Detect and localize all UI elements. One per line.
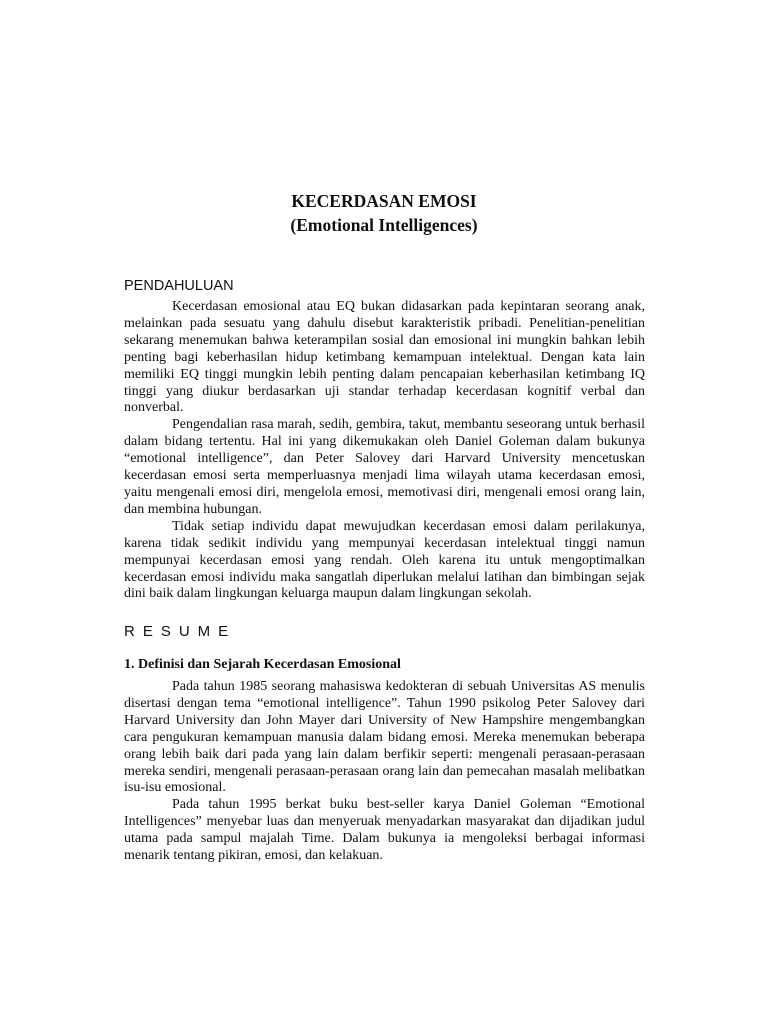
section-body-pendahuluan [124, 299, 645, 603]
paragraph: Tidak setiap individu dapat mewujudkan kecerdasan emosi dalam perilakunya, karena tidak sedikit individu yang mempunyai kecerdasan intelektual tinggi namun mempunyai kecerdasan emosi yang rendah. Oleh karena itu untuk mengoptimalkan kecerdasan emosi individu maka sangatlah diperlukan melalui latihan dan bimbingan sejak dini baik dalam lingkungan keluarga maupun dalam lingkungan sekolah. [124, 518, 645, 602]
paragraph: Pengendalian rasa marah, sedih, gembira, takut, membantu seseorang untuk berhasil dalam bidang tertentu. Hal ini yang dikemukakan oleh Daniel Goleman dalam bukunya “emotional intelligence”, dan Peter Salovey dari Harvard University mencetuskan kecerdasan emosi serta memperluasnya menjadi lima wilayah utama kecerdasan emosi, yaitu mengenali emosi diri, mengelola emosi, memotivasi diri, mengenali emosi orang lain, dan membina hubungan. [124, 417, 645, 517]
subsection-heading: 1. Definisi dan Sejarah Kecerdasan Emosional [124, 657, 401, 672]
paragraph: Kecerdasan emosional atau EQ bukan didasarkan pada kepintaran seorang anak, melainkan pada sesuatu yang dahulu disebut karakteristik pribadi. Penelitian-penelitian sekarang menemukan bahwa keterampilan sosial dan emosional ini mungkin bahkan lebih penting bagi keberhasilan hidup ketimbang kemampuan intelektual. Dengan kata lain memiliki EQ tinggi mungkin lebih penting dalam pencapaian keberhasilan ketimbang IQ tinggi yang diukur berdasarkan uji standar terhadap kecerdasan kognitif verbal dan nonverbal. [124, 299, 645, 416]
paragraph: Pada tahun 1995 berkat buku best-seller karya Daniel Goleman “Emotional Intelligences” menyebar luas dan menyeruak menyadarkan masyarakat dan dijadikan judul utama pada sampul majalah Time. Dalam bukunya ia mengoleksi berbagai informasi menarik tentang pikiran, emosi, dan kelakuan. [124, 797, 645, 864]
section-heading-resume: RESUME [124, 623, 237, 640]
section-heading-pendahuluan: PENDAHULUAN [124, 278, 234, 294]
section-body-resume [124, 679, 645, 865]
paragraph: Pada tahun 1985 seorang mahasiswa kedokteran di sebuah Universitas AS menulis disertasi dengan tema “emotional intelligence”. Tahun 1990 psikolog Peter Salovey dari Harvard University dan John Mayer dari University of New Hampshire mengembangkan cara pengukuran kemampuan manusia dalam bidang emosi. Mereka menemukan beberapa orang lebih baik dari pada yang lain dalam berfikir seperti: mengenali perasaan-perasaan mereka sendiri, mengenali perasaan-perasaan orang lain dan pemecahan masalah melibatkan isu-isu emosional. [124, 679, 645, 796]
document-title: KECERDASAN EMOSI [291, 191, 477, 211]
document-subtitle: (Emotional Intelligences) [290, 215, 478, 235]
